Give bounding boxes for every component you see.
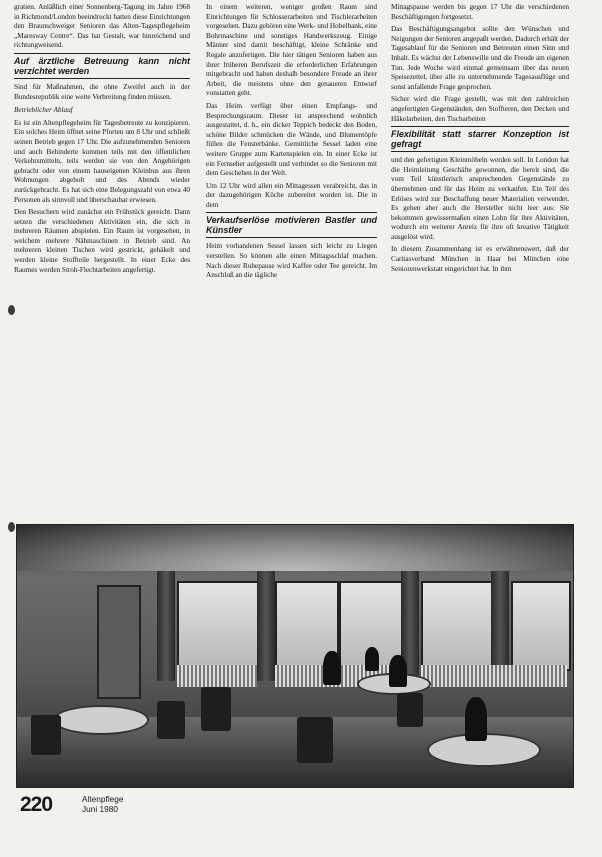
section-heading: Flexibilität statt starrer Konzeption ist gefragt <box>391 126 569 152</box>
punch-hole-mark <box>8 305 15 315</box>
photo-radiator <box>177 665 257 687</box>
photo-window <box>511 581 571 671</box>
paragraph: Das Beschäftigungsangebot sollte den Wünschen und Neigungen der Senioren angepaßt werden. Dadurch erhält der Tagesablauf für die Senioren und Betreuten einen Sinn und Inhalt. Es wächst der Lebenswille und die Freude am eigenen Tun. Jede Woche wird einmal gemeinsam über das neuen Speisezettel, über alle zu unternehmende Tagesausflüge und sonst anfallende Frage gesprochen. <box>391 24 569 91</box>
paragraph: Sind für Maßnahmen, die ohne Zweifel auch in der Bundesrepublik eine weite Verbreitung finden müssen. <box>14 81 190 101</box>
photo-chair <box>397 693 423 727</box>
column-2 <box>206 2 377 283</box>
paragraph: Um 12 Uhr wird allen ein Mittagessen verabreicht, das in der dazugehörigen Küche zubereitet worden ist. Die in dem <box>206 180 377 209</box>
photo-radiator <box>421 665 567 687</box>
paragraph: gratien. Anläßlich einer Sonnenberg-Tagung im Jahre 1968 in Richmond/London beeindruckt hatten diese Einrichtungen den Braunschweiger Senioren das Alten-Tagespflegeheim „Maresway Centre“. Das hat Gestalt, war hinreichend und richtungweisend. <box>14 2 190 50</box>
paragraph: Mittagspause werden bis gegen 17 Uhr die verschiedenen Beschäftigungen fortgesetzt. <box>391 2 569 21</box>
column-1 <box>14 2 190 277</box>
section-heading: Auf ärztliche Betreuung kann nicht verzichtet werden <box>14 53 190 79</box>
photo-day-room <box>16 524 574 788</box>
photo-window <box>177 581 261 671</box>
paragraph: In einem weiteren, weniger großen Raum sind Einrichtungen für Schlosserarbeiten und Tischlerarbeiten vorgesehen. Dazu gehören eine Werk- und Hobelbank, eine Bohrmaschine und sonstiges Handwerkszeug. Einige Männer sind damit beschäftigt, kleine Schränke und Regale anzufertigen. Die hier tätigen Senioren haben aus ihrer früheren Berufszeit die erforderlichen Erfahrungen mitgebracht und haben deshalb besondere Freude an ihrer Arbeit, die meistens ohne den genaueren Entwurf vonstatten geht. <box>206 2 377 98</box>
photo-person <box>389 655 407 687</box>
journal-issue: Juni 1980 <box>82 803 118 814</box>
column-3 <box>391 2 569 276</box>
journal-info <box>82 795 124 814</box>
photo-window <box>421 581 495 671</box>
punch-hole-mark <box>8 522 15 532</box>
photo-ceiling <box>17 525 573 571</box>
section-heading: Verkaufserlöse motivieren Bastler und Künstler <box>206 212 377 238</box>
photo-person <box>323 651 341 685</box>
photo-curtain <box>157 571 175 681</box>
photo-chair <box>201 687 231 731</box>
photo-door <box>97 585 141 699</box>
photo-table <box>53 705 149 735</box>
paragraph: Heim vorhandenen Sessel lassen sich leicht zu Liegen verstellen. So können alle einen Mittagsschlaf machen. Nach dieser Ruhepause wird Kaffee oder Tee gereicht. Im Anschluß an die tägliche <box>206 241 377 280</box>
photo-person <box>465 697 487 741</box>
photo-chair <box>31 715 61 755</box>
paragraph: Es ist ein Altenpflegeheim für Tagesbetreute zu konzipieren. Ein solches Heim öffnet seine Pforten um 8 Uhr und schließt seinen Betrieb gegen 17 Uhr. Die aufzunehmenden Senioren und auch Behinderte kommen teils mit den öffentlichen Verkehrsmitteln, teils werden sie von den Angehörigen gebracht oder von einem hauseigenen Kleinbus aus ihren Wohnungen abgeholt und des Abends wieder zurückgebracht. Es hat sich eine Belegungszahl von etwa 40 Personen als sinnvoll und überschaubar erwiesen. <box>14 117 190 204</box>
paragraph: Das Heim verfügt über einen Empfangs- und Besprechungsraum. Dieser ist ansprechend wohnlich ausgestattet, d. h., ein dicker Teppich bedeckt den Boden, schöne Bilder schmücken die Wände, und Blumentöpfe füllen die Fensterbänke. Gemütliche Sessel laden eine weitere Gruppe zum Kartenspielen ein. In einer Ecke ist ein Fernseher aufgestellt und verbindet so die Senioren mit dem Geschehen in der Welt. <box>206 100 377 178</box>
subheading: Betrieblicher Ablauf <box>14 105 73 115</box>
paragraph: In diesem Zusammenhang ist es erwähnenswert, daß der Caritasverband München in Haar bei München eine Seniorenwerkstatt eingerichtet hat. In ihm <box>391 244 569 273</box>
paragraph: und den gefertigten Kleinmöbeln werden soll. In London hat die Heimleitung Geschäfte gewonnen, die bereit sind, die vom Teil künstlerisch ansprechenden Gegenstände zu übernehmen und für das Heim zu verkaufen. Ein Teil des Erlöses wird zur Beschaffung neuer Materialien verwendet. Es gehen aber auch die Hersteller nicht leer aus: Sie bekommen gewissermaßen einen Lohn für ihre Aktivitäten, wodurch ein weiterer Anreiz für ihre oft kreative Tätigkeit ausgelöst wird. <box>391 155 569 241</box>
journal-name: Altenpflege <box>82 794 124 804</box>
photo-chair <box>297 717 333 763</box>
photo-chair <box>157 701 185 739</box>
page-number: 220 <box>20 793 53 816</box>
paragraph: Den Besuchern wird zunächst ein Frühstück gereicht. Dann setzen die verschiedenen Aktivitäten ein, die sich in mehreren Räumen abspielen. Ein Raum ist vorgesehen, in welchem mehrere Nähmaschinen in Betrieb sind. An mehreren kleinen Tischen wird gestrickt, gehäkelt und werden kleine Stoffteile hergestellt. In einer Ecke des Raumes werden Stroh-Flechtarbeiten angefertigt. <box>14 207 190 274</box>
paragraph: Sicher wird die Frage gestellt, was mit den zahlreichen angefertigten Gegenständen, den Stoffteren, den Decken und Häkelarbeiten, den Tischarbeiten <box>391 94 569 123</box>
photo-person <box>365 647 379 671</box>
photo-curtain <box>257 571 275 681</box>
